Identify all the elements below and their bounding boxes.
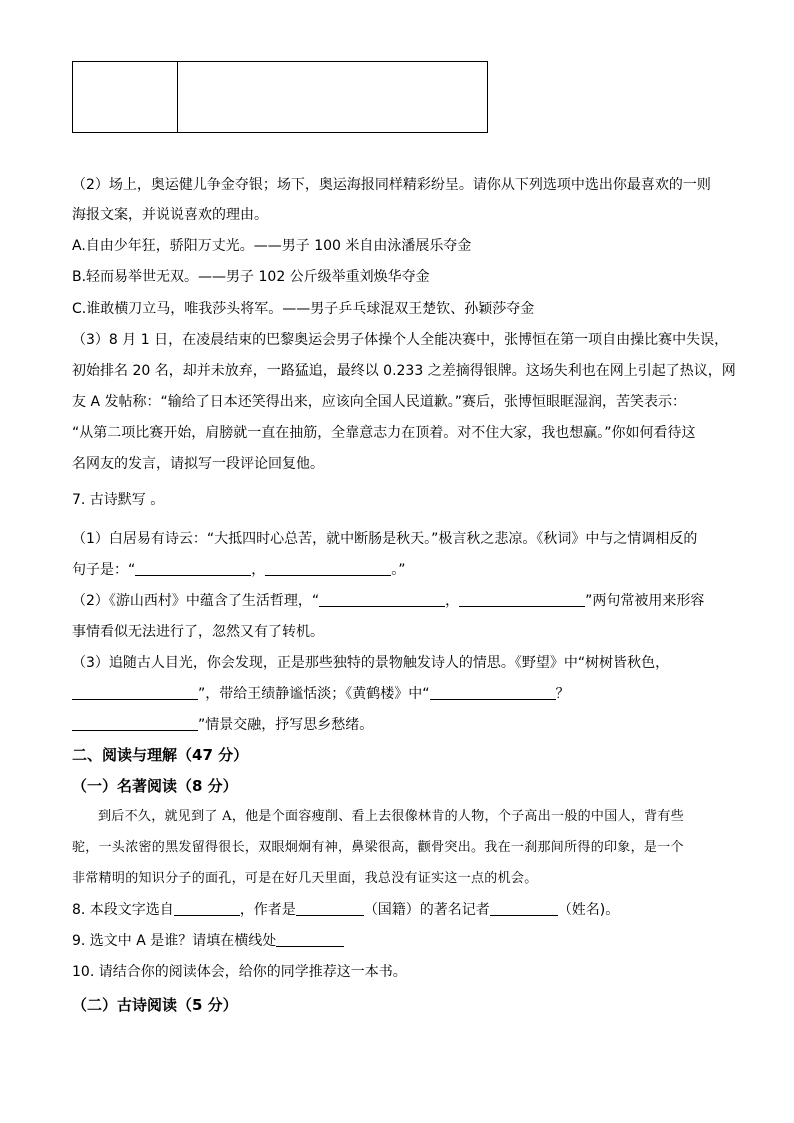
question-7-1-line-1: （1）白居易有诗云：“大抵四时心总苦，就中断肠是秋天。”极言秋之悲凉。《秋词》中与之情调相反的	[72, 531, 698, 547]
answer-blank[interactable]	[265, 561, 391, 576]
option-b: B.轻而易举世无双。——男子 102 公斤级举重刘焕华夺金	[72, 269, 430, 285]
q8-author: ，作者是	[239, 902, 296, 918]
option-a: A.自由少年狂，骄阳万丈光。——男子 100 米自由泳潘展乐夺金	[72, 238, 472, 254]
answer-blank[interactable]	[174, 901, 240, 916]
answer-blank[interactable]	[296, 901, 364, 916]
q9-text: 9. 选文中 A 是谁？请填在横线处	[72, 933, 277, 949]
answer-blank[interactable]	[490, 901, 558, 916]
q8-prefix: 8. 本段文字选自	[72, 902, 174, 918]
q7-1-suffix: 。”	[391, 562, 406, 578]
question-7-1-line-2	[72, 561, 406, 579]
question-9	[72, 932, 344, 950]
question-6-3-line-1: （3）8 月 1 日，在凌晨结束的巴黎奥运会男子体操个人全能决赛中，张博恒在第一项自由操比赛中失误，	[72, 332, 729, 348]
q7-2-comma: ，	[445, 593, 460, 609]
question-6-3-line-2: 初始排名 20 名，却并未放弃，一路猛追，最终以 0.233 之差摘得银牌。这场失利也在网上引起了热议，网	[72, 363, 736, 379]
q7-2-suffix: ”两句常被用来形容	[585, 593, 705, 609]
answer-blank[interactable]	[430, 685, 556, 700]
q7-1-prefix: 句子是：“	[72, 562, 136, 578]
question-7-2-line-1	[72, 592, 704, 610]
answer-blank[interactable]	[135, 561, 251, 576]
question-8	[72, 901, 619, 919]
answer-blank[interactable]	[72, 716, 198, 731]
section-2-subheading-2: （二）古诗阅读（5 分）	[72, 996, 238, 1014]
q7-3-question-mark: ？	[555, 686, 570, 702]
option-c: C.谁敢横刀立马，唯我莎头将军。——男子乒乓球混双王楚钦、孙颖莎夺金	[72, 301, 535, 317]
q7-3-suffix: ”情景交融，抒写思乡愁绪。	[198, 717, 374, 733]
q8-suffix: （姓名)。	[557, 902, 620, 918]
answer-blank[interactable]	[276, 932, 344, 947]
question-6-2-line-1: （2）场上，奥运健儿争金夺银；场下，奥运海报同样精彩纷呈。请你从下列选项中选出你最喜欢的一则	[72, 177, 711, 193]
q7-1-comma: ，	[251, 562, 266, 578]
question-7-3-line-3	[72, 716, 373, 734]
q7-2-prefix: （2）《游山西村》中蕴含了生活哲理，“	[72, 593, 320, 609]
question-7-3-line-2	[72, 685, 570, 703]
section-2-subheading-1: （一）名著阅读（8 分）	[72, 777, 238, 795]
question-7-title: 7. 古诗默写 。	[72, 492, 165, 508]
answer-table	[72, 61, 488, 133]
answer-blank[interactable]	[72, 685, 198, 700]
answer-blank[interactable]	[319, 592, 445, 607]
question-6-3-line-3: 友 A 发帖称：“输给了日本还笑得出来，应该向全国人民道歉。”赛后，张博恒眼眶湿润，苦笑表示：	[72, 394, 686, 410]
section-2-heading: 二、阅读与理解（47 分）	[72, 746, 249, 764]
passage-line-3: 非常精明的知识分子的面孔，可是在好几天里面，我总没有证实这一点的机会。	[72, 871, 538, 886]
answer-blank[interactable]	[459, 592, 585, 607]
question-6-2-line-2: 海报文案，并说说喜欢的理由。	[72, 207, 268, 223]
passage-line-1: 到后不久，就见到了 A，他是个面容瘦削、看上去很像林肯的人物，个子高出一般的中国人，背有些	[98, 809, 685, 824]
table-column-divider	[177, 62, 178, 132]
question-6-3-line-5: 名网友的发言，请拟写一段评论回复他。	[72, 456, 324, 472]
question-7-3-line-1: （3）追随古人目光，你会发现，正是那些独特的景物触发诗人的情思。《野望》中“树树皆秋色，	[72, 655, 670, 671]
question-10: 10. 请结合你的阅读体会，给你的同学推荐这一本书。	[72, 964, 407, 980]
question-7-2-line-2: 事情看似无法进行了，忽然又有了转机。	[72, 624, 324, 640]
q8-nationality: （国籍）的著名记者	[363, 902, 490, 918]
q7-3-middle: ”，带给王绩静谧恬淡；《黄鹤楼》中“	[198, 686, 430, 702]
question-6-3-line-4: “从第二项比赛开始，肩膀就一直在抽筋，全靠意志力在顶着。对不住大家，我也想赢。”你如何看待这	[72, 425, 696, 441]
passage-line-2: 驼，一头浓密的黑发留得很长，双眼炯炯有神，鼻梁很高，颧骨突出。我在一刹那间所得的印象，是一个	[72, 840, 684, 855]
